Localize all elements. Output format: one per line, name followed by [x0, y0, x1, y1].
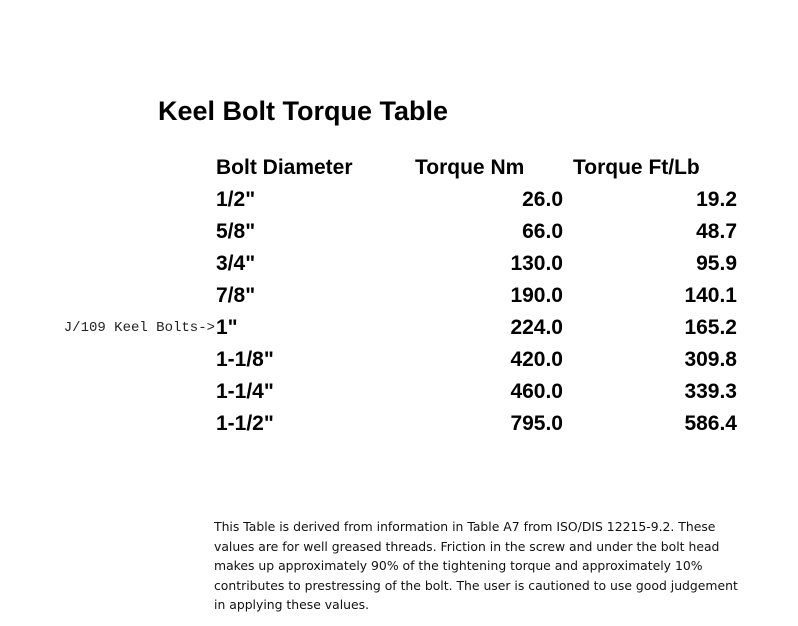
torque-nm-cell: 795.0 [510, 412, 563, 435]
torque-nm-cell: 460.0 [510, 380, 563, 403]
table-row [215, 344, 745, 376]
torque-nm-cell: 420.0 [510, 348, 563, 371]
torque-ftlb-cell: 309.8 [684, 348, 737, 371]
bolt-diameter-cell: 1" [216, 316, 238, 339]
j109-keel-bolts-annotation: J/109 Keel Bolts-> [63, 320, 215, 336]
page-title: Keel Bolt Torque Table [158, 96, 449, 126]
table-row [215, 408, 745, 440]
torque-table [215, 152, 745, 440]
torque-ftlb-cell: 586.4 [684, 412, 737, 435]
torque-ftlb-cell: 48.7 [696, 220, 737, 243]
header-torque-ftlb: Torque Ft/Lb [573, 156, 700, 179]
table-row [215, 376, 745, 408]
bolt-diameter-cell: 1-1/2" [216, 412, 274, 435]
table-row [215, 280, 745, 312]
bolt-diameter-cell: 7/8" [216, 284, 256, 307]
table-header-row [215, 152, 745, 184]
bolt-diameter-cell: 5/8" [216, 220, 256, 243]
table-row [215, 216, 745, 248]
torque-nm-cell: 190.0 [510, 284, 563, 307]
header-torque-nm: Torque Nm [415, 156, 525, 179]
header-bolt-diameter: Bolt Diameter [216, 156, 353, 179]
table-row [215, 312, 745, 344]
torque-ftlb-cell: 95.9 [696, 252, 737, 275]
footnote-paragraph: This Table is derived from information in Table A7 from ISO/DIS 12215-9.2. These values are for well greased threads. Friction in the screw and under the bolt head makes up approximately 90% of the tightening torque and approximately 10% contributes to prestressing of the bolt. The user is cautioned to use good judgement in applying these values. [214, 519, 738, 612]
torque-nm-cell: 26.0 [522, 188, 563, 211]
bolt-diameter-cell: 1-1/8" [216, 348, 274, 371]
torque-nm-cell: 66.0 [522, 220, 563, 243]
torque-ftlb-cell: 140.1 [684, 284, 737, 307]
table-row [215, 184, 745, 216]
torque-nm-cell: 130.0 [510, 252, 563, 275]
bolt-diameter-cell: 1/2" [216, 188, 256, 211]
torque-ftlb-cell: 165.2 [684, 316, 737, 339]
bolt-diameter-cell: 3/4" [216, 252, 256, 275]
torque-nm-cell: 224.0 [510, 316, 563, 339]
torque-ftlb-cell: 339.3 [684, 380, 737, 403]
table-row [215, 248, 745, 280]
bolt-diameter-cell: 1-1/4" [216, 380, 274, 403]
torque-ftlb-cell: 19.2 [696, 188, 737, 211]
